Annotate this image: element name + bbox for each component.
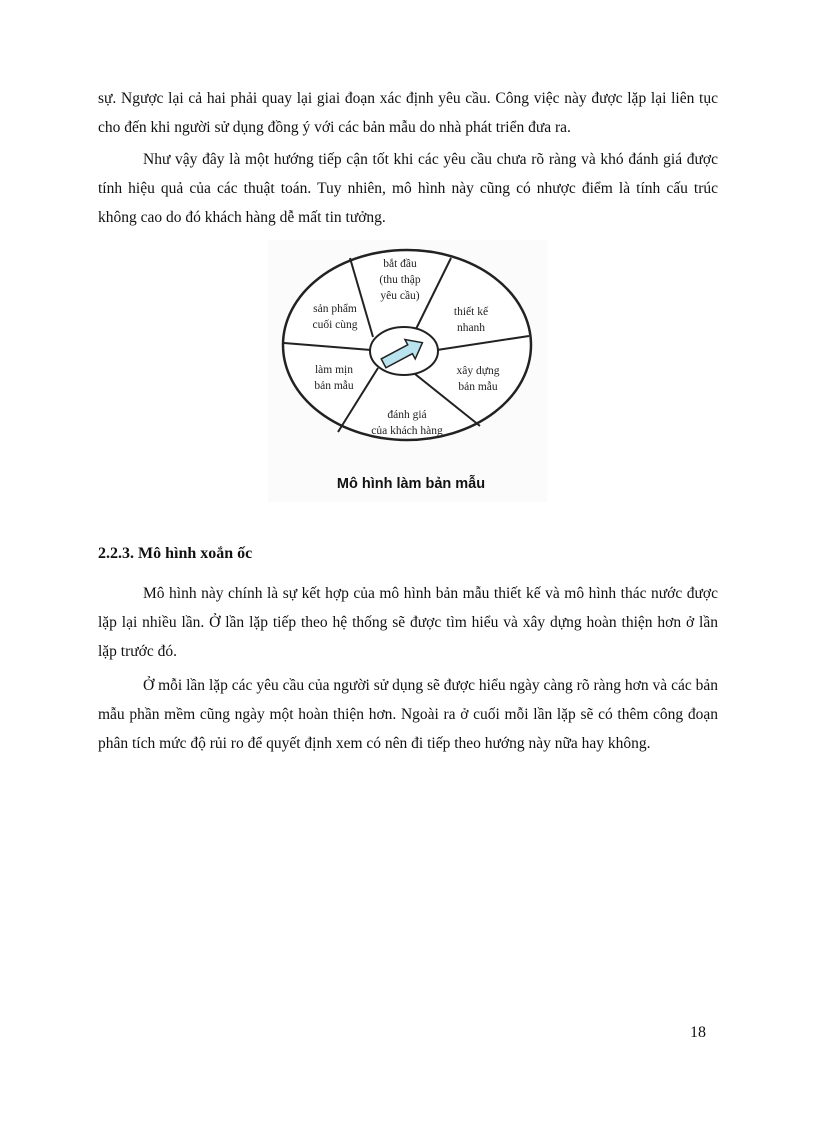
segment-evaluate-line1: đánh giá (387, 409, 427, 421)
segment-final-line1: sản phẩm (313, 303, 357, 315)
figure-caption: Mô hình làm bản mẫu (336, 476, 486, 492)
paragraph-3: Mô hình này chính là sự kết hợp của mô hình bản mẫu thiết kế và mô hình thác nước được lặp lại nhiều lần. Ở lần lặp tiếp theo hệ thống sẽ được tìm hiểu và xây dựng hoàn thiện hơn ở lần lặp trước đó. (98, 585, 718, 660)
section-heading: 2.2.3. Mô hình xoắn ốc (98, 545, 253, 562)
paragraph-2: Như vậy đây là một hướng tiếp cận tốt khi các yêu cầu chưa rõ ràng và khó đánh giá được tính hiệu quả của các thuật toán. Tuy nhiên, mô hình này cũng có nhược điểm là tính cấu trúc không cao do đó khách hàng dễ mất tin tưởng. (98, 151, 718, 226)
segment-refine-line1: làm mịn (314, 364, 354, 376)
paragraph-4: Ở mỗi lần lặp các yêu cầu của người sử dụng sẽ được hiểu ngày càng rõ ràng hơn và các bản mẫu phần mềm cũng ngày một hoàn thiện hơn. Ngoài ra ở cuối mỗi lần lặp sẽ có thêm công đoạn phân tích mức độ rủi ro để quyết định xem có nên đi tiếp theo hướng này nữa hay không. (98, 677, 718, 752)
segment-start (379, 257, 420, 302)
prototype-model-figure (268, 240, 547, 502)
segment-start-line2: (thu thập (379, 274, 421, 286)
segment-evaluate-line2: của khách hàng (371, 425, 443, 437)
paragraph-1: sự. Ngược lại cả hai phải quay lại giai đoạn xác định yêu cầu. Công việc này được lặp lại liên tục cho đến khi người sử dụng đồng ý với các bản mẫu do nhà phát triển đưa ra. (98, 90, 718, 136)
segment-start-line1: bắt đầu (383, 258, 417, 270)
segment-refine-line2: bản mẫu (314, 380, 354, 392)
segment-final-line2: cuối cùng (312, 319, 358, 331)
segment-build-line2: bản mẫu (458, 381, 498, 393)
prototype-wheel-diagram (268, 240, 547, 502)
segment-design-line2: nhanh (456, 322, 486, 334)
segment-design-line1: thiết kế (453, 306, 489, 318)
segment-start-line3: yêu cầu) (380, 290, 420, 302)
segment-build-line1: xây dựng (456, 365, 500, 377)
page-number: 18 (690, 1024, 706, 1041)
